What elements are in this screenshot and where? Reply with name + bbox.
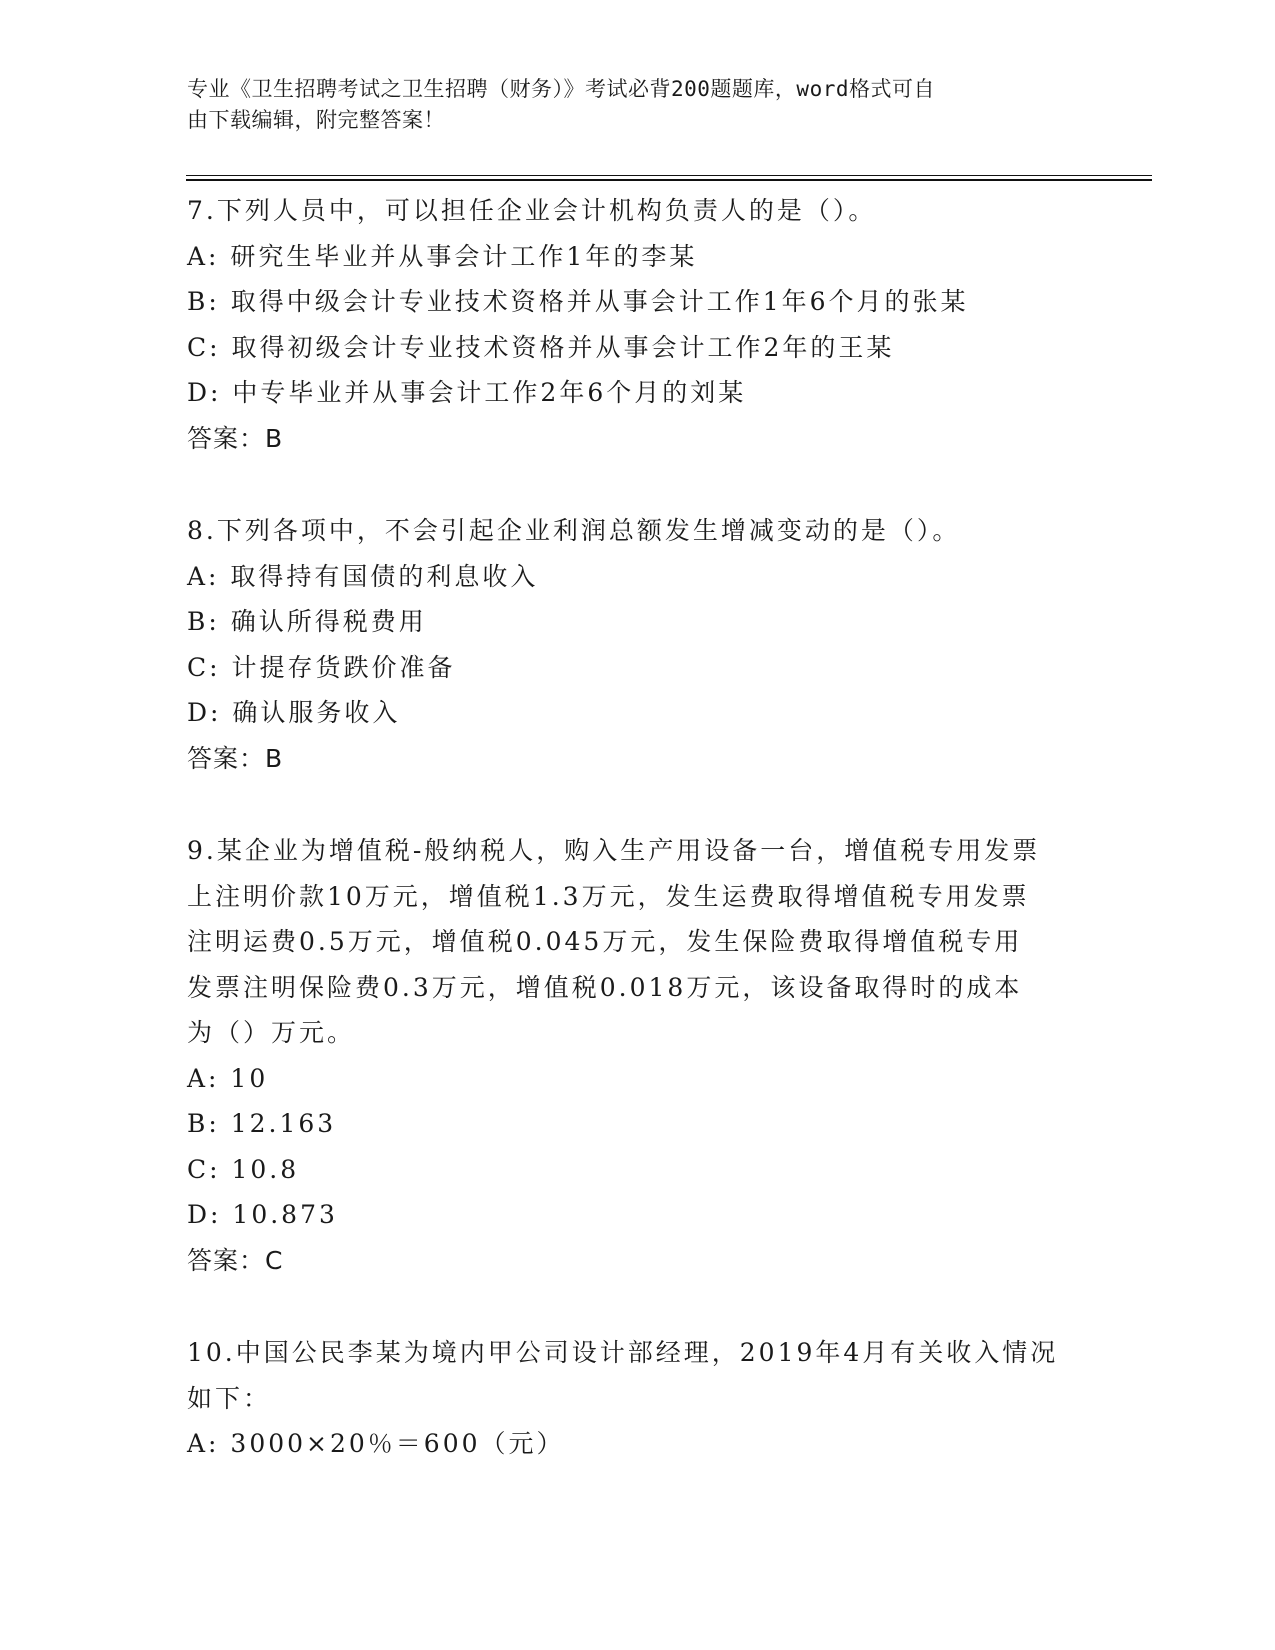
option-d: D: 确认服务收入 — [187, 698, 401, 727]
answer-text: 答案：C — [187, 1245, 284, 1275]
spacer — [187, 781, 1147, 828]
question-text-line-4: 发票注明保险费0.3万元，增值税0.018万元，该设备取得时的成本 — [187, 972, 1023, 1002]
spacer — [187, 461, 1147, 508]
answer-text: 答案：B — [187, 423, 284, 453]
question-text: 7.下列人员中，可以担任企业会计机构负责人的是（）。 — [187, 196, 877, 225]
option-c: C: 10.8 — [187, 1154, 300, 1184]
question-block — [187, 828, 1147, 1283]
header-line-1: 专业《卫生招聘考试之卫生招聘（财务）》考试必背200题题库，word格式可自 — [187, 77, 935, 101]
question-text-line-2: 如下： — [187, 1383, 272, 1413]
option-b: B: 确认所得税费用 — [187, 607, 427, 636]
question-text-line-2: 上注明价款10万元，增值税1.3万元，发生运费取得增值税专用发票 — [187, 881, 1030, 911]
question-text-line-1: 9.某企业为增值税-般纳税人，购入生产用设备一台，增值税专用发票 — [187, 836, 1041, 865]
option-c: C: 计提存货跌价准备 — [187, 652, 456, 682]
option-a: A: 取得持有国债的利息收入 — [187, 561, 539, 591]
option-c: C: 取得初级会计专业技术资格并从事会计工作2年的王某 — [187, 332, 895, 362]
question-block — [187, 508, 1147, 781]
question-text-line-3: 注明运费0.5万元，增值税0.045万元，发生保险费取得增值税专用 — [187, 927, 1023, 956]
option-d: D: 中专毕业并从事会计工作2年6个月的刘某 — [187, 378, 747, 407]
option-a: A: 3000×20％＝600（元） — [187, 1429, 565, 1458]
document-header — [187, 74, 1067, 136]
option-b: B: 12.163 — [187, 1109, 337, 1138]
header-divider-thick — [186, 179, 1152, 181]
header-divider-thin — [186, 175, 1152, 176]
header-line-2: 由下载编辑，附完整答案！ — [187, 108, 445, 132]
question-text-line-1: 10.中国公民李某为境内甲公司设计部经理，2019年4月有关收入情况 — [187, 1338, 1059, 1367]
option-a: A: 10 — [187, 1063, 269, 1093]
option-d: D: 10.873 — [187, 1200, 338, 1229]
spacer — [187, 1283, 1147, 1330]
question-list — [187, 188, 1147, 1467]
option-a: A: 研究生毕业并从事会计工作1年的李某 — [187, 241, 698, 271]
question-block — [187, 188, 1147, 461]
question-block — [187, 1330, 1147, 1467]
option-b: B: 取得中级会计专业技术资格并从事会计工作1年6个月的张某 — [187, 287, 969, 316]
question-text-line-5: 为（）万元。 — [187, 1018, 356, 1047]
answer-text: 答案：B — [187, 743, 284, 773]
question-text: 8.下列各项中，不会引起企业利润总额发生增减变动的是（）。 — [187, 516, 961, 545]
